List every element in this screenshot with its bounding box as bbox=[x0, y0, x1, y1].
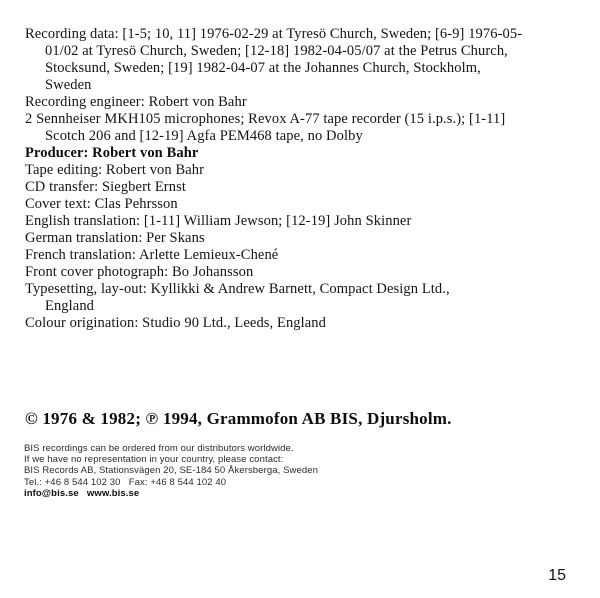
credit-line-recording-data-2: 01/02 at Tyresö Church, Sweden; [12-18] 1982-04-05/07 at the Petrus Church, bbox=[45, 43, 508, 59]
credit-line-recording-data-4: Sweden bbox=[45, 77, 92, 93]
contact-line-tel-fax: Tel.: +46 8 544 102 30 Fax: +46 8 544 102 40 bbox=[24, 476, 227, 488]
credit-line-equipment-2: Scotch 206 and [12-19] Agfa PEM468 tape, no Dolby bbox=[45, 128, 363, 144]
contact-block bbox=[24, 443, 318, 499]
contact-line-email-web: info@bis.se www.bis.se bbox=[24, 487, 140, 499]
credit-line-recording-engineer: Recording engineer: Robert von Bahr bbox=[25, 94, 247, 110]
credit-line-colour-origination: Colour origination: Studio 90 Ltd., Leeds, England bbox=[25, 315, 327, 331]
credit-line-front-cover-photo: Front cover photograph: Bo Johansson bbox=[25, 264, 254, 280]
credit-line-english-translation: English translation: [1-11] William Jewson; [12-19] John Skinner bbox=[25, 213, 412, 229]
contact-line-representation: If we have no representation in your country, please contact: bbox=[24, 454, 284, 466]
credit-line-french-translation: French translation: Arlette Lemieux-Chené bbox=[25, 247, 279, 263]
credit-line-cover-text: Cover text: Clas Pehrsson bbox=[25, 196, 178, 212]
copyright-line: © 1976 & 1982; ℗ 1994, Grammofon AB BIS, Djursholm. bbox=[25, 409, 452, 428]
credits-block bbox=[25, 26, 583, 332]
contact-line-address: BIS Records AB, Stationsvägen 20, SE-184 50 Åkersberga, Sweden bbox=[24, 465, 319, 477]
credit-line-typesetting-2: England bbox=[45, 298, 95, 314]
credit-line-recording-data: Recording data: [1-5; 10, 11] 1976-02-29 at Tyresö Church, Sweden; [6-9] 1976-05- bbox=[25, 26, 523, 42]
credit-line-cd-transfer: CD transfer: Siegbert Ernst bbox=[25, 179, 186, 195]
credit-line-german-translation: German translation: Per Skans bbox=[25, 230, 205, 246]
credit-line-tape-editing: Tape editing: Robert von Bahr bbox=[25, 162, 205, 178]
page-number: 15 bbox=[548, 567, 566, 584]
contact-line-distributors: BIS recordings can be ordered from our distributors worldwide. bbox=[24, 443, 294, 454]
credit-line-typesetting: Typesetting, lay-out: Kyllikki & Andrew Barnett, Compact Design Ltd., bbox=[25, 281, 450, 297]
credit-line-recording-data-3: Stocksund, Sweden; [19] 1982-04-07 at the Johannes Church, Stockholm, bbox=[45, 60, 481, 76]
credit-line-equipment: 2 Sennheiser MKH105 microphones; Revox A-77 tape recorder (15 i.p.s.); [1-11] bbox=[25, 111, 506, 127]
credit-line-producer: Producer: Robert von Bahr bbox=[25, 145, 199, 161]
